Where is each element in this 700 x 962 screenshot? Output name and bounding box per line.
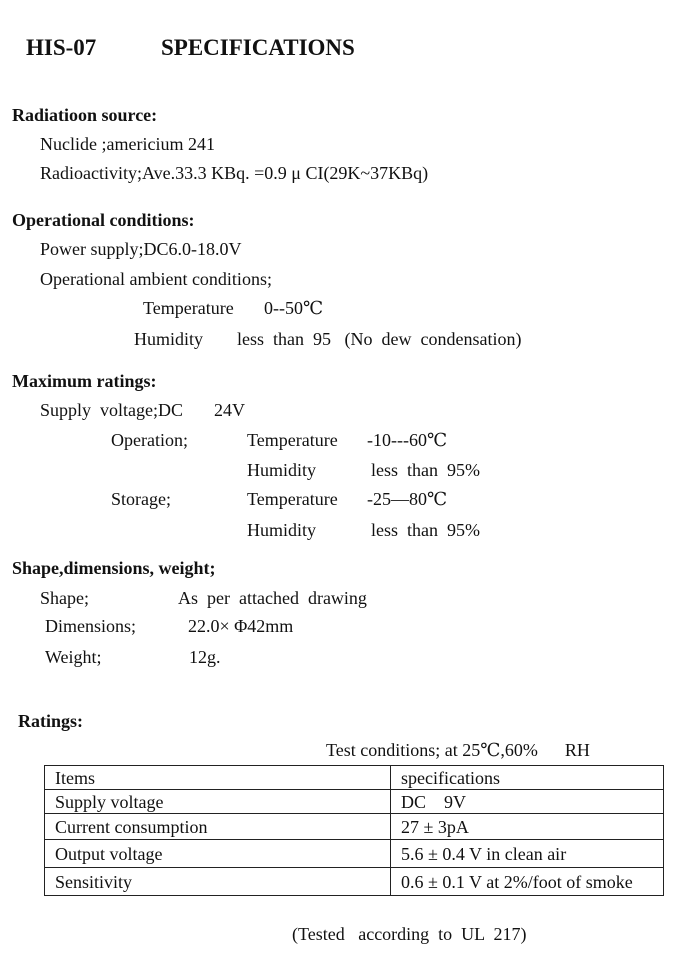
table-row: [45, 790, 664, 814]
dimensions-value: 22.0× Φ42mm: [188, 616, 294, 636]
table-row: [45, 814, 664, 840]
dimensions-label: Dimensions;: [45, 616, 137, 636]
test-footnote: (Tested according to UL 217): [292, 924, 527, 944]
weight-label: Weight;: [45, 647, 102, 667]
table-row: [45, 868, 664, 896]
operation-temperature-value: -10---60℃: [367, 430, 448, 450]
ambient-conditions-line: Operational ambient conditions;: [40, 269, 272, 289]
storage-temperature-value: -25—80℃: [367, 489, 448, 509]
ratings-heading: Ratings:: [18, 711, 84, 731]
operation-temperature-label: Temperature: [247, 430, 338, 450]
operation-humidity-label: Humidity: [247, 460, 317, 480]
maximum-ratings-heading: Maximum ratings:: [12, 371, 157, 391]
column-header-specifications: specifications: [391, 766, 664, 790]
ratings-table: [44, 765, 664, 896]
spec-cell: 27 ± 3pA: [391, 814, 664, 840]
shape-heading: Shape,dimensions, weight;: [12, 558, 216, 578]
spec-cell: 5.6 ± 0.4 V in clean air: [391, 840, 664, 868]
storage-humidity-value: less than 95%: [371, 520, 480, 540]
operation-label: Operation;: [111, 430, 188, 450]
radiation-heading: Radiatioon source:: [12, 105, 158, 125]
test-conditions: Test conditions; at 25℃,60% RH: [326, 740, 590, 760]
item-cell: Sensitivity: [45, 868, 391, 896]
item-cell: Current consumption: [45, 814, 391, 840]
power-supply-line: Power supply;DC6.0-18.0V: [40, 239, 242, 259]
spec-cell: 0.6 ± 0.1 V at 2%/foot of smoke: [391, 868, 664, 896]
item-cell: Output voltage: [45, 840, 391, 868]
weight-value: 12g.: [189, 647, 221, 667]
storage-temperature-label: Temperature: [247, 489, 338, 509]
column-header-items: Items: [45, 766, 391, 790]
table-header-row: [45, 766, 664, 790]
table-row: [45, 840, 664, 868]
max-supply-voltage-label: Supply voltage;DC: [40, 400, 183, 420]
radioactivity-line: Radioactivity;Ave.33.3 KBq. =0.9 μ CI(29K~37KBq): [40, 163, 429, 183]
op-temperature-label: Temperature: [143, 298, 234, 318]
nuclide-line: Nuclide ;americium 241: [40, 134, 215, 154]
shape-label: Shape;: [40, 588, 89, 608]
shape-value: As per attached drawing: [178, 588, 367, 608]
operational-heading: Operational conditions:: [12, 210, 195, 230]
op-humidity-label: Humidity: [134, 329, 204, 349]
storage-humidity-label: Humidity: [247, 520, 317, 540]
op-temperature-value: 0--50℃: [264, 298, 324, 318]
operation-humidity-value: less than 95%: [371, 460, 480, 480]
item-cell: Supply voltage: [45, 790, 391, 814]
page-title: SPECIFICATIONS: [161, 35, 355, 60]
op-humidity-value: less than 95 (No dew condensation): [237, 329, 522, 349]
max-supply-voltage-value: 24V: [214, 400, 245, 420]
spec-cell: DC 9V: [391, 790, 664, 814]
model-number: HIS-07: [26, 35, 97, 60]
storage-label: Storage;: [111, 489, 171, 509]
